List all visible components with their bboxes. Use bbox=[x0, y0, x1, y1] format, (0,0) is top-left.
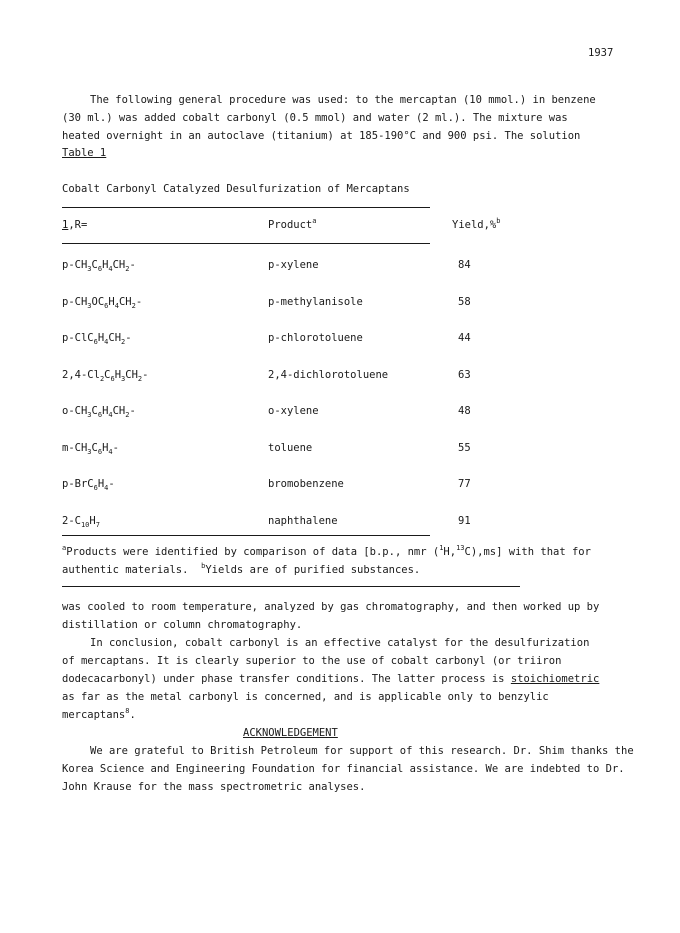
column-header-yield: Yield,%$^b$ bbox=[452, 217, 501, 231]
table-top-rule bbox=[62, 207, 430, 208]
conclusion-line-4: as far as the metal carbonyl is concerned, and is applicable only to benzylic bbox=[62, 691, 549, 703]
table-cell-yield: 77 bbox=[458, 478, 471, 490]
table-cell-product: p-xylene bbox=[268, 259, 319, 271]
table-cell-r: $2,4-Cl_2C_6H_3CH_2-$ bbox=[62, 369, 149, 383]
table-caption: Cobalt Carbonyl Catalyzed Desulfurization of Mercaptans bbox=[62, 183, 410, 195]
table-cell-product: bromobenzene bbox=[268, 478, 344, 490]
table-cell-r: $p-CH_3OC_6H_4CH_2-$ bbox=[62, 296, 143, 310]
conclusion-line-2: of mercaptans. It is clearly superior to the use of cobalt carbonyl (or triiron bbox=[62, 655, 562, 667]
table-cell-r: $p-CH_3C_6H_4CH_2-$ bbox=[62, 259, 136, 273]
table-label: Table 1 bbox=[62, 147, 107, 159]
footnote-b: authentic materials. $^b$Yields are of purified substances. bbox=[62, 562, 421, 576]
table-cell-r: $2-C_{10}H_7$ bbox=[62, 515, 100, 529]
intro-line-3: heated overnight in an autoclave (titanium) at 185-190°C and 900 psi. The solution bbox=[62, 130, 581, 142]
table-cell-yield: 63 bbox=[458, 369, 471, 381]
acknowledgement-heading: ACKNOWLEDGEMENT bbox=[243, 727, 338, 739]
ack-line-3: John Krause for the mass spectrometric analyses. bbox=[62, 781, 366, 793]
conclusion-line-1: In conclusion, cobalt carbonyl is an effective catalyst for the desulfurization bbox=[90, 637, 590, 649]
table-cell-product: p-methylanisole bbox=[268, 296, 363, 308]
ack-line-2: Korea Science and Engineering Foundation for financial assistance. We are indebted to Dr. bbox=[62, 763, 625, 775]
after-table-line-2: distillation or column chromatography. bbox=[62, 619, 303, 631]
footnote-rule bbox=[62, 586, 520, 587]
table-cell-product: o-xylene bbox=[268, 405, 319, 417]
intro-line-1: The following general procedure was used: to the mercaptan (10 mmol.) in benzene bbox=[90, 94, 596, 106]
after-table-line-1: was cooled to room temperature, analyzed by gas chromatography, and then worked up by bbox=[62, 601, 600, 613]
table-cell-product: naphthalene bbox=[268, 515, 338, 527]
ack-line-1: We are grateful to British Petroleum for support of this research. Dr. Shim thanks the bbox=[90, 745, 634, 757]
table-cell-r: $o-CH_3C_6H_4CH_2-$ bbox=[62, 405, 136, 419]
table-cell-product: toluene bbox=[268, 442, 313, 454]
table-cell-yield: 58 bbox=[458, 296, 471, 308]
stoichiometric-term: stoichiometric bbox=[510, 673, 600, 685]
table-cell-r: $p-BrC_6H_4-$ bbox=[62, 478, 115, 492]
table-cell-r: $m-CH_3C_6H_4-$ bbox=[62, 442, 119, 456]
page-number: 1937 bbox=[588, 47, 614, 59]
footnote-a: $^a$Products were identified by comparison of data [b.p., nmr ($^1$H,$^{13}$C),ms] with that for bbox=[62, 544, 591, 558]
conclusion-line-3: dodecacarbonyl) under phase transfer conditions. The latter process is stoichiometric bbox=[62, 673, 600, 685]
table-cell-product: 2,4-dichlorotoluene bbox=[268, 369, 389, 381]
table-cell-yield: 55 bbox=[458, 442, 471, 454]
conclusion-line-5: mercaptans$^8$. bbox=[62, 707, 136, 721]
table-cell-yield: 44 bbox=[458, 332, 471, 344]
intro-line-2: (30 ml.) was added cobalt carbonyl (0.5 mmol) and water (2 ml.). The mixture was bbox=[62, 112, 568, 124]
table-bottom-rule bbox=[62, 535, 430, 536]
table-cell-product: p-chlorotoluene bbox=[268, 332, 363, 344]
column-header-r: 1,R= bbox=[62, 219, 88, 231]
table-cell-yield: 48 bbox=[458, 405, 471, 417]
table-cell-yield: 84 bbox=[458, 259, 471, 271]
table-cell-yield: 91 bbox=[458, 515, 471, 527]
table-cell-r: $p-ClC_6H_4CH_2-$ bbox=[62, 332, 132, 346]
table-header-rule bbox=[62, 243, 430, 244]
column-header-product: Product$^a$ bbox=[268, 217, 317, 231]
